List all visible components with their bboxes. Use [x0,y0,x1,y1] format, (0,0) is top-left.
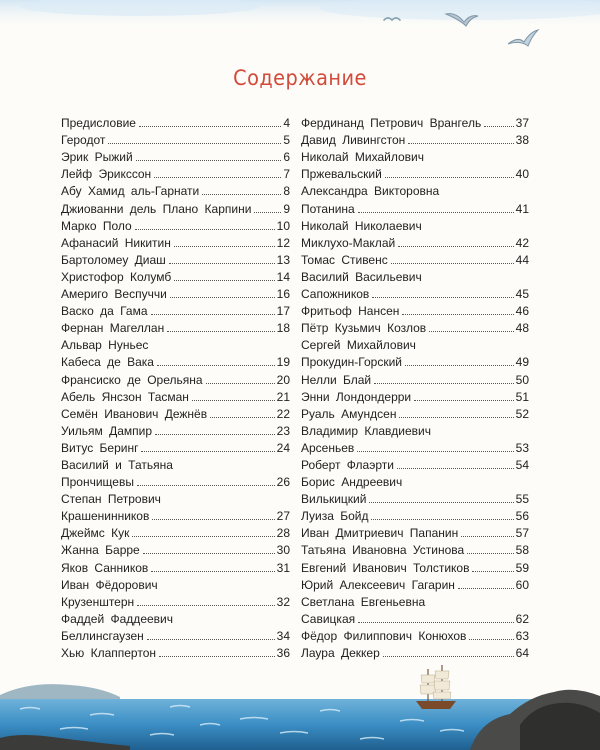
toc-entry [61,219,290,236]
toc-entry-name: Луиза Бойд [301,509,369,524]
dot-leader [169,263,275,264]
toc-entry-name: Руаль Амундсен [301,406,397,421]
toc-entry-name: Миклухо-Маклай [301,235,396,250]
toc-entry-name: Крузенштерн [61,594,135,609]
dot-leader [152,519,274,520]
toc-entry-name: Крашенинников [61,509,150,524]
toc-entry [301,407,529,424]
toc-entry-name: Евгений Иванович Толстиков [301,560,470,575]
toc-entry-name: Лаура Деккер [301,646,380,660]
toc-entry-name: Томас Стивенс [301,252,388,267]
toc-entry-name: Сапожников [301,287,370,302]
toc-entry [61,458,290,475]
toc-entry [61,253,290,270]
toc-entry [61,475,290,492]
dot-leader [174,280,274,281]
toc-entry [61,543,290,560]
toc-entry-page: 57 [515,526,529,541]
dot-leader [143,553,275,554]
dot-leader [157,365,275,366]
toc-entry-name: Николай Михайлович [301,150,424,165]
toc-entry [301,595,529,612]
toc-entry-name: Василий и Татьяна [61,457,173,472]
toc-entry-page: 5 [283,133,290,148]
dot-leader [151,571,274,572]
toc-entry [301,390,529,407]
toc-entry-page: 13 [276,252,290,267]
toc-right-column [301,116,529,663]
toc-entry-page: 7 [283,167,290,182]
toc-entry-name: Юрий Алексеевич Гагарин [301,577,455,592]
toc-entry-page: 24 [276,440,290,455]
toc-entry-page: 32 [276,594,290,609]
toc-entry [61,424,290,441]
toc-entry-name: Витус Беринг [61,440,139,455]
toc-entry-page: 38 [515,133,529,148]
toc-entry-name: Фаддей Фаддеевич [61,611,173,626]
sea-illustration [0,655,600,750]
toc-entry-name: Потанина [301,201,355,216]
toc-entry-page: 30 [276,543,290,558]
dot-leader [170,297,275,298]
dot-leader [414,400,514,401]
toc-entry-page: 37 [515,116,529,131]
toc-entry [61,133,290,150]
toc-entry-name: Прончищевы [61,475,134,490]
toc-entry-name: Василий Васильевич [301,269,422,284]
toc-entry-name: Джиованни дель Плано Карпини [61,201,252,216]
toc-entry-name: Нелли Блай [301,372,372,387]
toc-entry-page: 19 [276,355,290,370]
toc-entry-name: Светлана Евгеньевна [301,594,426,609]
dot-leader [399,417,513,418]
toc-entry [301,167,529,184]
toc-entry [61,441,290,458]
toc-entry-name: Яков Санников [61,560,149,575]
toc-entry [61,578,290,595]
toc-entry-page: 62 [515,611,529,626]
toc-entry [301,236,529,253]
toc-entry-page: 17 [276,304,290,319]
toc-entry-page: 53 [515,440,529,455]
dot-leader [484,126,513,127]
toc-entry [61,629,290,646]
toc-entry [301,150,529,167]
dot-leader [358,212,514,213]
dot-leader [154,177,281,178]
dot-leader [398,246,513,247]
toc-entry-name: Лейф Эриксcон [61,167,152,182]
toc-entry [61,407,290,424]
toc-entry-page: 59 [515,560,529,575]
toc-entry [61,287,290,304]
toc-entry-name: Александра Викторовна [301,184,440,199]
toc-entry-name: Уильям Дампир [61,423,153,438]
toc-entry [61,338,290,355]
toc-entry-page: 55 [515,492,529,507]
dot-leader [147,639,275,640]
dot-leader [358,622,514,623]
toc-entry-name: Бартоломеу Диаш [61,252,166,267]
toc-entry-name: Фердинанд Петрович Врангель [301,116,482,131]
toc-entry-page: 26 [276,475,290,490]
toc-entry-name: Фритьоф Нансен [301,304,400,319]
dot-leader [458,588,514,589]
toc-entry [61,560,290,577]
toc-entry-page: 58 [515,543,529,558]
toc-entry [301,543,529,560]
toc-entry-name: Энни Лондондерри [301,389,412,404]
toc-entry-page: 44 [515,252,529,267]
dot-leader [137,485,275,486]
toc-entry [301,253,529,270]
toc-entry [301,133,529,150]
toc-entry [61,270,290,287]
dot-leader [467,553,513,554]
toc-entry [61,321,290,338]
toc-entry-page: 42 [515,235,529,250]
toc-entry [301,612,529,629]
toc-entry [301,355,529,372]
toc-entry [301,184,529,201]
dot-leader [369,502,513,503]
toc-entry-page: 16 [276,287,290,302]
toc-entry [61,236,290,253]
toc-entry [61,355,290,372]
toc-entry-page: 6 [283,150,290,165]
dot-leader [141,451,274,452]
toc-entry [301,372,529,389]
toc-entry-name: Джеймс Кук [61,526,130,541]
toc-entry-page: 20 [276,372,290,387]
toc-entry-name: Сергей Михайлович [301,338,416,353]
toc-entry-page: 52 [515,406,529,421]
dot-leader [155,434,275,435]
toc-entry-name: Альвар Нуньес [61,338,149,353]
toc-entry-page: 64 [515,646,529,660]
toc-entry-name: Эрик Рыжий [61,150,133,165]
toc-entry [61,201,290,218]
dot-leader [408,143,513,144]
toc-entry [301,304,529,321]
toc-entry [301,492,529,509]
toc-entry [61,184,290,201]
dot-leader [469,639,513,640]
toc-entry-page: 50 [515,372,529,387]
seagull-icon [508,30,538,46]
toc-entry-name: Абу Хамид аль-Гарнати [61,184,200,199]
dot-leader [202,194,281,195]
toc-entry [61,509,290,526]
toc-entry-name: Савицкая [301,611,356,626]
dot-leader [132,536,274,537]
toc-entry [301,270,529,287]
toc-entry-name: Фёдор Филиппович Конюхов [301,628,467,643]
toc-entry [301,560,529,577]
toc-entry-name: Христофор Колумб [61,269,172,284]
toc-entry [301,629,529,646]
toc-entry [61,372,290,389]
toc-entry-page: 9 [283,201,290,216]
toc-entry [301,526,529,543]
toc-entry [301,321,529,338]
toc-entry-name: Марко Поло [61,218,132,233]
toc-entry-name: Вилькицкий [301,492,367,507]
toc-entry [301,116,529,133]
toc-entry-name: Кабеса де Вака [61,355,154,370]
toc-entry-name: Васко да Гама [61,304,148,319]
dot-leader [151,314,275,315]
toc-entry-name: Степан Петрович [61,492,161,507]
toc-entry-page: 54 [515,457,529,472]
toc-entry-name: Роберт Флаэрти [301,457,394,472]
toc-entry-page: 8 [283,184,290,199]
toc-entry-name: Америго Веспуччи [61,287,167,302]
toc-entry-name: Татьяна Ивановна Устинова [301,543,465,558]
sailing-ship-icon [416,665,456,709]
toc-entry-page: 45 [515,287,529,302]
dot-leader [385,177,514,178]
toc-entry-name: Пётр Кузьмич Козлов [301,321,427,336]
toc-entry-page: 4 [283,116,290,131]
toc-entry-page: 28 [276,526,290,541]
toc-entry [61,150,290,167]
dot-leader [391,263,514,264]
toc-entry-name: Пржевальский [301,167,382,182]
toc-entry-name: Иван Фёдорович [61,577,158,592]
dot-leader [371,519,513,520]
toc-entry [301,424,529,441]
toc-entry-page: 21 [276,389,290,404]
dot-leader [461,536,513,537]
dot-leader [136,160,282,161]
dot-leader [402,314,513,315]
dot-leader [135,229,275,230]
toc-entry [61,492,290,509]
dot-leader [167,331,274,332]
toc-entry-name: Арсеньев [301,440,355,455]
toc-entry-page: 34 [276,628,290,643]
toc-entry-page: 18 [276,321,290,336]
dot-leader [429,331,513,332]
toc-left-column [61,116,290,663]
toc-entry-page: 51 [515,389,529,404]
toc-entry [61,116,290,133]
toc-entry-name: Геродот [61,133,106,148]
dot-leader [374,383,514,384]
dot-leader [210,417,275,418]
toc-entry-name: Николай Николаевич [301,218,422,233]
toc-entry [61,526,290,543]
page-title: Содержание [233,66,367,90]
toc-entry-page: 56 [515,509,529,524]
dot-leader [206,383,275,384]
toc-entry-name: Абель Янсзон Тасман [61,389,189,404]
toc-entry-page: 40 [515,167,529,182]
toc-entry-name: Фернан Магеллан [61,321,165,336]
dot-leader [108,143,281,144]
toc-entry-name: Беллинсгаузен [61,628,144,643]
toc-entry [301,578,529,595]
dot-leader [137,605,274,606]
dot-leader [357,451,513,452]
toc-entry [61,390,290,407]
toc-entry-page: 36 [276,646,290,660]
toc-entry-page: 23 [276,423,290,438]
toc-entry-name: Жанна Барре [61,543,140,558]
toc-entry [301,219,529,236]
toc-entry-name: Франсиско де Орельяна [61,372,203,387]
toc-entry-name: Борис Андреевич [301,475,403,490]
toc-entry [301,338,529,355]
dot-leader [254,212,281,213]
toc-entry-name: Хью Клаппертон [61,646,156,660]
toc-entry-page: 46 [515,304,529,319]
sky-illustration [0,0,600,60]
toc-entry [301,287,529,304]
toc-entry-page: 27 [276,509,290,524]
toc-entry [301,441,529,458]
toc-entry-page: 22 [276,406,290,421]
toc-entry-name: Предисловие [61,116,136,131]
toc-entry-page: 12 [276,235,290,250]
dot-leader [472,571,513,572]
toc-entry-name: Владимир Клавдиевич [301,423,431,438]
dot-leader [192,400,275,401]
toc-entry-page: 41 [515,201,529,216]
toc-entry [301,458,529,475]
toc-entry [61,612,290,629]
toc-entry [301,475,529,492]
toc-entry-page: 60 [515,577,529,592]
toc-entry-page: 14 [276,269,290,284]
toc-entry-page: 48 [515,321,529,336]
toc-entry [301,509,529,526]
toc-entry [61,304,290,321]
toc-entry-page: 49 [515,355,529,370]
toc-entry-name: Афанасий Никитин [61,235,171,250]
dot-leader [174,246,275,247]
toc-entry [61,167,290,184]
dot-leader [405,365,514,366]
dot-leader [397,468,514,469]
dot-leader [372,297,513,298]
dot-leader [139,126,281,127]
toc-entry-name: Иван Дмитриевич Папанин [301,526,459,541]
toc-entry-page: 63 [515,628,529,643]
toc-entry [61,595,290,612]
toc-entry-name: Прокудин-Горский [301,355,402,370]
toc-entry-name: Семён Иванович Дежнёв [61,406,208,421]
toc-entry-page: 10 [276,218,290,233]
toc-entry-page: 31 [276,560,290,575]
toc-entry [301,201,529,218]
toc-entry-name: Давид Ливингстон [301,133,406,148]
